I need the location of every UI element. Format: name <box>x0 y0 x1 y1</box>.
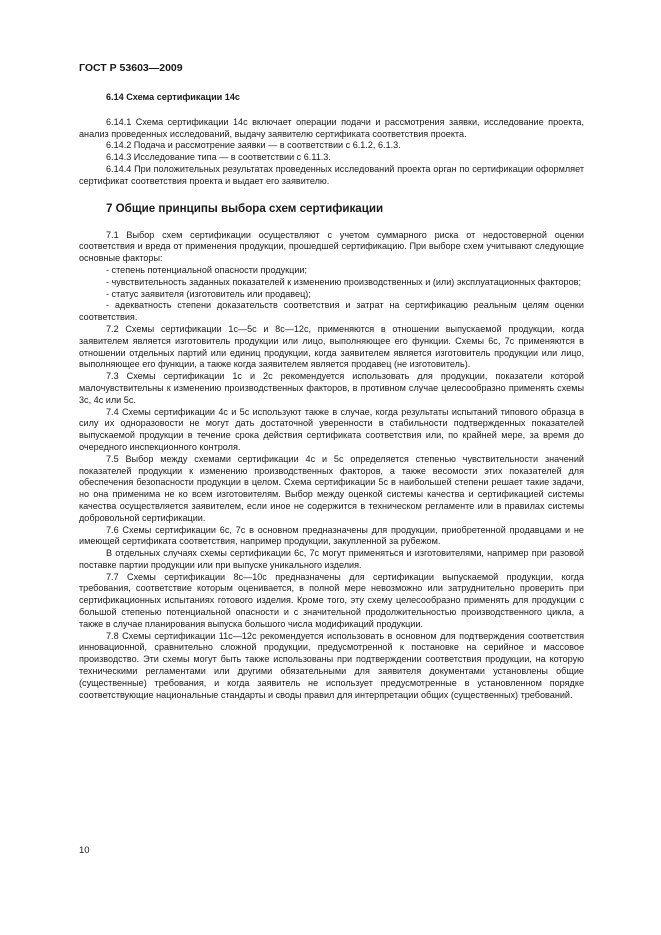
paragraph: 6.14.2 Подача и рассмотрение заявки — в соответствии с 6.1.2, 6.1.3. <box>106 140 401 151</box>
paragraph: 7.1 Выбор схем сертификации осуществляют с учетом суммарного риска от недостоверной оценки соответствия и вреда от применения продукции, прошедшей сертификацию. При выборе схем учитывают следующие основные факторы: <box>79 229 584 264</box>
paragraph: 7.5 Выбор между схемами сертификации 4с и 5с определяется степенью чувствительности значений показателей продукции к изменению производственных факторов, а также весомости этих показателей для обеспечения безопасности продукции в целом. Схема сертификации 5с в наибольшей степени решает такие задачи, но она применима не ко всем изготовителям. Выбор между оценкой системы качества и сертификацией системы качества осуществляется заявителем, если иное не содержится в техническом регламенте или в правилах системы добровольной сертификации. <box>79 453 584 523</box>
page-number: 10 <box>79 845 90 856</box>
paragraph: 6.14.3 Исследование типа — в соответствии с 6.11.3. <box>106 152 331 163</box>
document-header: ГОСТ Р 53603—2009 <box>79 62 183 74</box>
list-item: - статус заявителя (изготовитель или продавец); <box>106 288 311 299</box>
paragraph: 6.14.4 При положительных результатах проведенных исследований проекта орган по сертификации оформляет сертификат соответствия проекта и выдает его заявителю. <box>79 163 584 186</box>
paragraph: 6.14.1 Схема сертификации 14с включает операции подачи и рассмотрения заявки, исследование проекта, анализ проведенных исследований, выдачу заявителю сертификата соответствия проекта. <box>79 116 584 139</box>
subsection-title: 6.14 Схема сертификации 14с <box>106 92 240 102</box>
paragraph: 7.2 Схемы сертификации 1с—5с и 8с—12с, применяются в отношении выпускаемой продукции, когда заявителем является изготовитель продукции или лицо, выполняющее его функции. Схемы 6с, 7с применяются в отношении отдельных партий или единиц продукции, когда заявителем является изготовитель продукции или лицо, выполняющее его функции, а также когда заявителем является продавец (не изготовитель). <box>79 323 584 370</box>
paragraph: 7.4 Схемы сертификации 4с и 5с используют также в случае, когда результаты испытаний типового образца в силу их одноразовости не могут дать достаточной уверенности в стабильности подтвержденных показателей выпускаемой продукции в течение срока действия сертификата соответствия или, по крайней мере, за время до очередного инспекционного контроля. <box>79 406 584 452</box>
paragraph: В отдельных случаях схемы сертификации 6с, 7с могут применяться и изготовителями, например при разовой поставке партии продукции или при выпуске уникального изделия. <box>79 548 584 570</box>
page-body <box>79 92 584 701</box>
list-item: - степень потенциальной опасности продукции; <box>106 264 308 275</box>
paragraph: 7.6 Схемы сертификации 6с, 7с в основном предназначены для продукции, приобретенной продавцами и не имеющей сертификата соответствия, например продукции, закупленной за рубежом. <box>79 524 584 547</box>
paragraph: 7.3 Схемы сертификации 1с и 2с рекомендуется использовать для продукции, показатели которой малочувствительны к изменению производственных факторов, в противном случае целесообразно применять схемы 3с, 4с или 5с. <box>79 371 584 405</box>
list-item: - чувствительность заданных показателей к изменению производственных и (или) эксплуатационных факторов; <box>106 276 581 287</box>
paragraph: 7.7 Схемы сертификации 8с—10с предназначены для сертификации выпускаемой продукции, когда требования, соответствие которым оценивается, в полной мере невозможно или затруднительно проверить при сертификационных испытаниях готового изделия. Кроме того, эту схему целесообразно применять для продукции с большой степенью потенциальной опасности и с значительной продолжительностью производственного цикла, а также в случае планирования выпуска большого числа модификаций продукции. <box>79 571 584 629</box>
list-item: - адекватность степени доказательств соответствия и затрат на сертификацию реальным целям оценки соответствия. <box>79 300 584 323</box>
paragraph: 7.8 Схемы сертификации 11с—12с рекомендуется использовать в основном для подтверждения соответствия инновационной, сравнительно сложной продукции, предусмотренной к постановке на серийное и массовое производство. Эти схемы могут быть также использованы при подтверждении соответствия продукции, на которую техническими регламентами или другими обязательными для заявителя документами установлены общие (существенные) требования, и когда заявитель не использует предусмотренные в установленном порядке соответствующие национальные стандарты и своды правил для интерпретации общих (существенных) требований. <box>79 630 584 700</box>
section-title: 7 Общие принципы выбора схем сертификации <box>106 201 384 215</box>
